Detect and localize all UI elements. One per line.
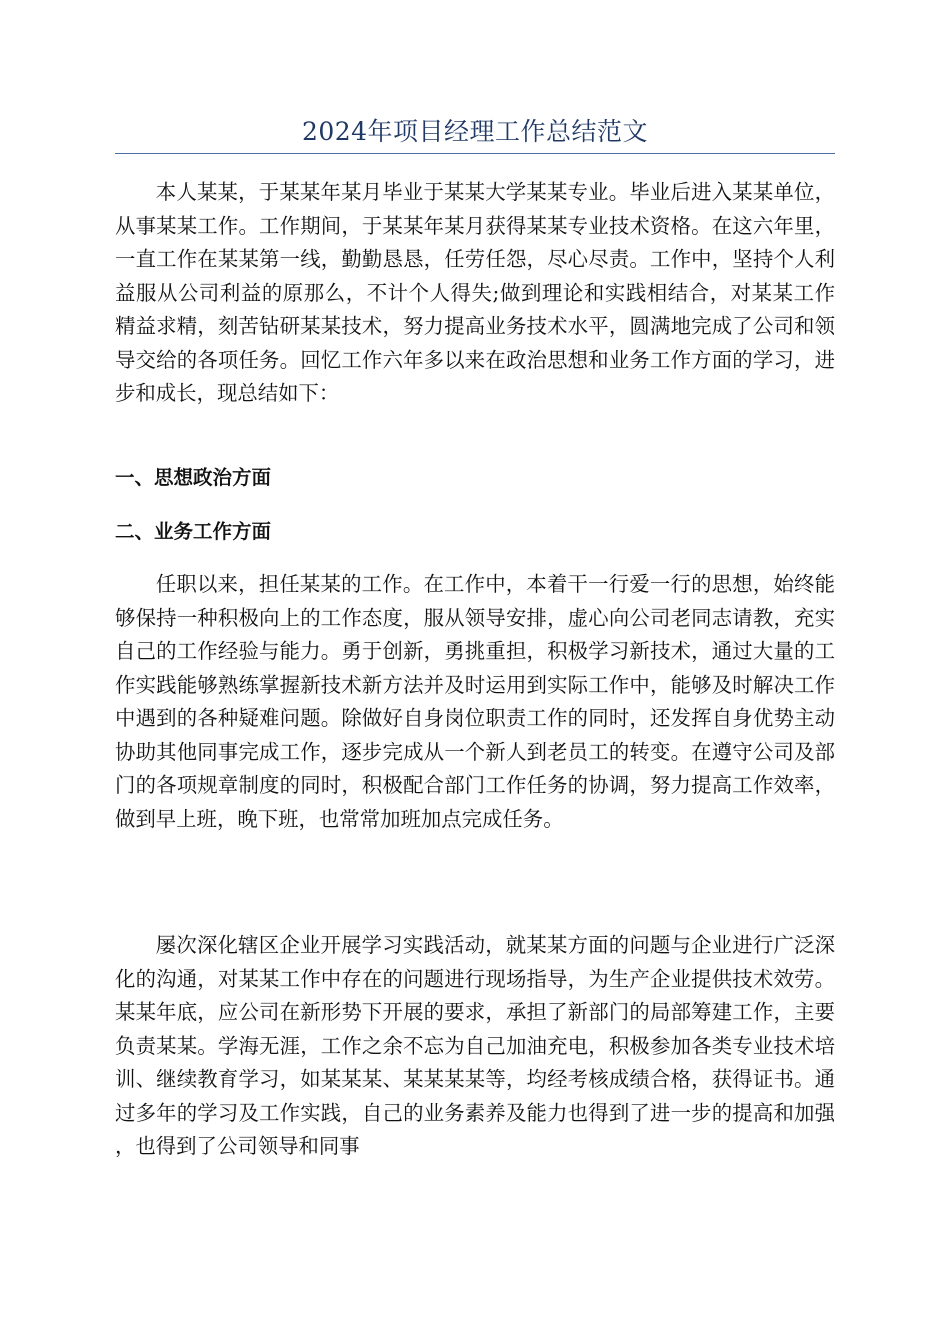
paragraph-business-work: 任职以来，担任某某的工作。在工作中，本着干一行爱一行的思想，始终能够保持一种积极向上的工作态度，服从领导安排，虚心向公司老同志请教，充实自己的工作经验与能力。勇于创新，勇挑重担，积极学习新技术，通过大量的工作实践能够熟练掌握新技术新方法并及时运用到实际工作中，能够及时解决工作中遇到的各种疑难问题。除做好自身岗位职责工作的同时，还发挥自身优势主动协助其他同事完成工作，逐步完成从一个新人到老员工的转变。在遵守公司及部门的各项规章制度的同时，积极配合部门工作任务的协调，努力提高工作效率，做到早上班，晚下班，也常常加班加点完成任务。 <box>115 572 835 831</box>
section-heading-business: 二、业务工作方面 <box>115 520 272 543</box>
paragraph-practice-activities: 屡次深化辖区企业开展学习实践活动，就某某方面的问题与企业进行广泛深化的沟通，对某某工作中存在的问题进行现场指导，为生产企业提供技术效劳。某某年底，应公司在新形势下开展的要求，承担了新部门的局部筹建工作，主要负责某某。学海无涯，工作之余不忘为自己加油充电，积极参加各类专业技术培训、继续教育学习，如某某某、某某某某等，均经考核成绩合格，获得证书。通过多年的学习及工作实践，自己的业务素养及能力也得到了进一步的提高和加强，也得到了公司领导和同事 <box>115 933 835 1158</box>
paragraph-intro: 本人某某，于某某年某月毕业于某某大学某某专业。毕业后进入某某单位，从事某某工作。工作期间，于某某年某月获得某某专业技术资格。在这六年里，一直工作在某某第一线，勤勤恳恳，任劳任怨，尽心尽责。工作中，坚持个人利益服从公司利益的原那么，不计个人得失;做到理论和实践相结合，对某某工作精益求精，刻苦钻研某某技术，努力提高业务技术水平，圆满地完成了公司和领导交给的各项任务。回忆工作六年多以来在政治思想和业务工作方面的学习，进步和成长，现总结如下： <box>115 180 835 405</box>
document-title: 2024年项目经理工作总结范文 <box>301 117 649 146</box>
title-underline <box>115 153 835 154</box>
section-heading-political: 一、思想政治方面 <box>115 466 272 489</box>
